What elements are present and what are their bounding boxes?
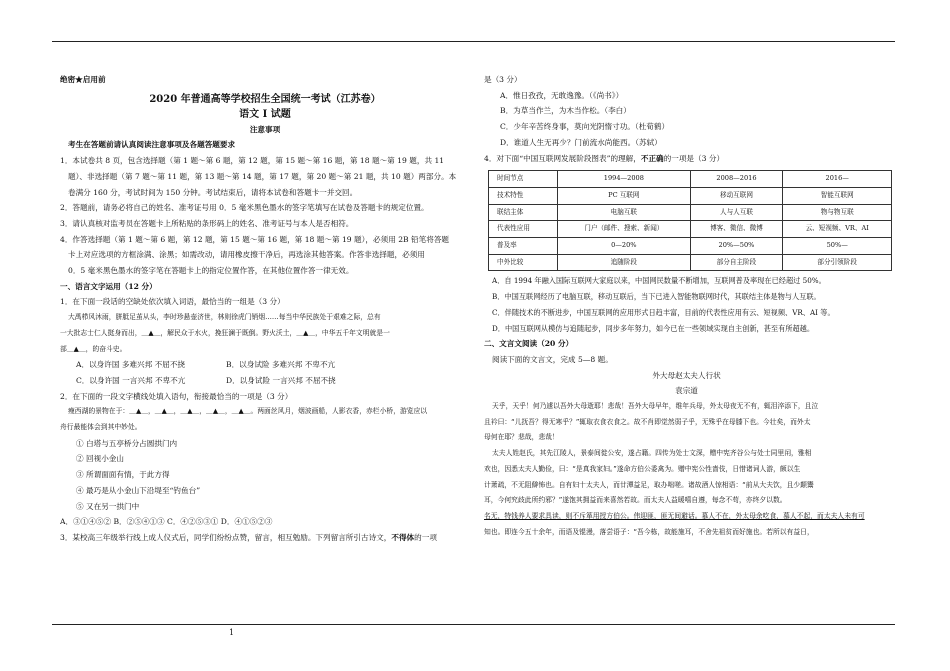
table-cell: 电脑互联 [558,204,690,221]
article-line: 母何在耶？悲哉，悲哉！ [484,433,559,442]
list-item: ② 回视小金山 [76,454,124,464]
option: C．伴随技术的不断进步，中国互联网的应用形式日趋丰富，目前的代表性应用有云、短视频、VR、AI 等。 [492,307,835,317]
table-cell: PC 互联网 [558,187,690,204]
internet-development-table [488,170,892,271]
table-row [489,171,892,188]
table-row [489,238,892,255]
table-cell: 门户（邮件、搜索、新闻） [558,221,690,238]
notice-line: 卡上对应选项的方框涂满、涂黑；如需改动，请用橡皮擦干净后，再选涂其他答案。作答非选择题，必须用 [68,250,425,260]
article-line: 太夫人姓赵氏，其先江陵人，景泰间徙公安，遂占籍。四传为处士文深，赠中宪齐谷公与处士同里闬，雅相 [492,449,812,458]
section-intro: 阅读下面的文言文，完成 5—8 题。 [492,354,613,364]
list-item: ④ 最巧是从小金山下沿堤至“钓鱼台” [76,485,201,495]
stem-text: 4．对下面“中国互联网发展阶段图表”的理解， [484,153,641,163]
top-rule [52,41,895,42]
article-line: 知也。即连今五十余年，而语及锟漫，落尝语子：“吾今栋，故能施耳，不舍先祖贫而好施也。若所以有益日， [484,527,814,536]
article-line: 且衿曰：“儿抚吾？得无寒乎？”辄取衣食衣食之。故不肖即觉然弱子乎，无殊乎在母膝下也。今壮矣，而外太 [484,417,811,426]
article-line: 天乎，天乎！何乃遽以吾外大母逝耶！悲哉！吾外大母早年，维年兵母，外太母夜无不有，辄泪淬添下，且泣 [492,402,819,411]
notice-line: 2．答题前，请务必将自己的姓名、准考证号用 0．5 毫米黑色墨水的签字笔填写在试卷及答题卡的规定位置。 [60,203,429,213]
exam-title: 2020 年普通高等学校招生全国统一考试（江苏卷） [149,93,381,105]
table-cell: 移动互联网 [690,187,783,204]
passage-line: 大禹栉风沐雨，胼胝足茧从头，李时珍悬壶济世，林则徐虎门销烟……每当中华民族处于艰难之际，总有 [68,313,381,322]
list-item: ① 白塔与五亭桥分占圆拱门内 [76,438,178,448]
secret-mark: 绝密★启用前 [60,75,106,84]
notice-line: 0．5 毫米黑色墨水的签字笔在答题卡上的指定位置作答，在其他位置作答一律无效。 [68,266,354,276]
table-cell: 追随阶段 [558,254,690,271]
table-cell: 博客、微信、微博 [690,221,783,238]
stem-text: 3．某校高三年级举行线上成人仪式后，同学们纷纷点赞，留言，相互勉励。下列留言所引古诗文， [60,532,392,542]
table-cell: 50%— [783,238,892,255]
list-item: ③ 所谓面面有情，于此方得 [76,470,170,480]
stem-emphasis: 不正确 [640,153,664,163]
table-cell: 中外比较 [489,254,558,271]
bottom-rule [52,624,895,625]
page-number: 1 [229,628,235,637]
passage-line: 一大批志士仁人挺身而出，＿▲＿，解民众于水火，挽狂澜于既倒。野火沃土，＿▲＿，中华五千年文明就是一 [60,328,390,337]
option: A．以身许国 多难兴邦 不屈不挠 [76,360,186,370]
question-cont: 是（3 分） [484,75,522,84]
options-row: A．③①④⑤② B．②⑤④①③ C．④②⑤③① D．④①⑤②③ [60,517,273,527]
notice-line: 卷满分 160 分，考试时间为 150 分钟。考试结束后，请将本试卷和答题卡一并交回。 [68,187,358,197]
article-line: 耳，今何究歧此所约邪？”遂饱其拥益而来喜然若故。而太夫人益暖嘻自遵，每念不苟，亦终夕以数。 [484,496,787,505]
stem-tail: 的一项 [414,532,437,542]
option: D．谁道人生无再少？门前流水尚能西。（苏轼） [500,137,662,147]
question-stem [484,151,889,167]
section-heading: 一、语言文字运用（12 分） [60,281,157,291]
right-column [484,72,889,540]
question-stem: 1．在下面一段话的空缺处依次填入词语，最恰当的一组是（3 分） [60,297,285,307]
section-heading: 二、文言文阅读（20 分） [484,339,574,349]
exam-subtitle: 语文 I 试题 [239,108,291,120]
table-cell: 智能互联网 [783,187,892,204]
table-cell: 代表性应用 [489,221,558,238]
table-row [489,187,892,204]
question-stem: 2．在下面的一段文字横线处填入语句，衔接最恰当的一项是（3 分） [60,391,293,401]
article-title: 外大母赵太夫人行状 [652,370,721,380]
option: A．惟日孜孜，无敢逸豫。（《尚书》） [500,90,624,100]
list-item: ⑤ 又在另一拱门中 [76,501,140,511]
left-column [60,72,470,546]
option: C．少年辛苦终身事，莫向光阴惰寸功。（杜荀鹤） [500,122,670,132]
article-line: 欢也，因悉太夫人勤俭，曰：“是真我家妇。”遂命方伯公委禽为。赠中宪公性啬伎，日惜诸词人游，颇以生 [484,464,801,473]
notice-line: 题）、非选择题（第 7 题～第 11 题，第 13 题～第 14 题，第 17 题，第 20 题～第 21 题，共 10 题）两部分。本 [68,171,457,181]
passage-line: 舟行最能体会到其中妙处。 [60,423,142,432]
table-cell: 联结主体 [489,204,558,221]
article-author: 袁宗道 [675,386,698,396]
option: B．为草当作兰，为木当作松。（李白） [500,106,631,116]
options-row [60,373,470,389]
table-cell: 2008—2016 [690,171,783,188]
table-cell: 技术特性 [489,187,558,204]
table-cell: 云、短视频、VR、AI [783,221,892,238]
option: D．以身试险 一言兴邦 不屈不挠 [226,375,336,385]
stem-tail: 的一项是（3 分） [663,153,725,163]
table-cell: 部分自主阶段 [690,254,783,271]
options-row [60,357,470,373]
table-cell: 0—20% [558,238,690,255]
stem-emphasis: 不得体 [391,532,415,542]
table-cell: 部分引领阶段 [783,254,892,271]
table-cell: 20%—50% [690,238,783,255]
notice-line: 4．作答选择题（第 1 题～第 6 题，第 12 题，第 15 题～第 16 题，第 18 题～第 19 题），必须用 2B 铅笔将答题 [60,234,450,244]
option: D．中国互联网从模仿与追随起步，同步多年努力，如今已在一些领域实现自主创新，甚至有所超越。 [492,323,815,333]
passage-line: 部＿▲＿，的奋斗史。 [60,344,127,353]
article-line-underlined: 名无，特钱养人要求具读，则不斥箪用授方伯公。伟迎匪，匪无间避话。慕人不在，外太母余吃食，慕人不起，而太夫人未有可 [484,511,865,520]
passage-line: 瘦西湖的景物在于：＿▲＿，＿▲＿，＿▲＿，＿▲＿，＿▲＿。两面丝风月，烟波画船，人影衣香，赤栏小桥，游览应以 [68,407,428,416]
table-cell: 1994—2008 [558,171,690,188]
option: C．以身许国 一言兴邦 不卑不亢 [76,375,186,385]
table-cell: 物与物互联 [783,204,892,221]
notice-line: 3．请认真核对监考员在答题卡上所粘贴的条形码上的姓名、准考证号与本人是否相符。 [60,218,354,228]
table-cell: 人与人互联 [690,204,783,221]
table-row [489,221,892,238]
notice-line: 1．本试卷共 8 页，包含选择题（第 1 题～第 6 题，第 12 题，第 15 题～第 16 题，第 18 题～第 19 题，共 11 [60,156,445,166]
question-stem [60,530,470,546]
notice-heading: 注意事项 [249,124,281,134]
option: B．中国互联网经历了电脑互联，移动互联后，当下已进入智能物联网时代，其联结主体是物与人互联。 [492,292,821,302]
table-cell: 2016— [783,171,892,188]
article-line: 计萧疏，不无阻僻怖也。自有妇十太夫人，而廿潭益足，取办咄嗟。诸故酒人惊相语：“前从大夫饮，且少颠鬻 [484,480,814,489]
option: B．以身试险 多难兴邦 不卑不亢 [226,360,336,370]
table-row [489,254,892,271]
table-row [489,204,892,221]
table-cell: 时间节点 [489,171,558,188]
notice-lead: 考生在答题前请认真阅读注意事项及各题答题要求 [68,140,236,150]
table-cell: 普及率 [489,238,558,255]
option: A．自 1994 年融入国际互联网大家庭以来，中国网民数量不断增加，互联网普及率现在已经超过 50%。 [492,276,826,286]
